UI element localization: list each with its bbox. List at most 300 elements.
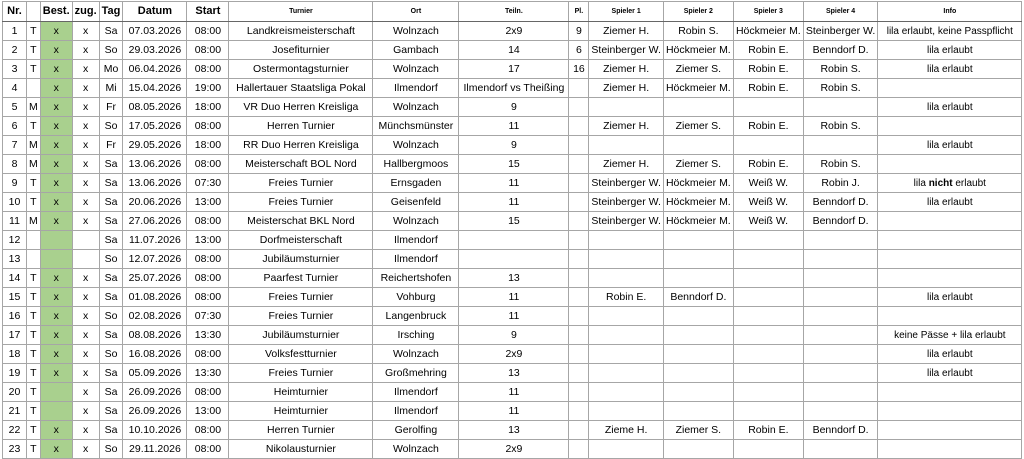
cell-start[interactable]: 07:30 <box>187 174 229 193</box>
cell-teilnehmer[interactable]: 13 <box>459 421 569 440</box>
cell-nr[interactable]: 9 <box>3 174 27 193</box>
cell-ort[interactable]: Wolnzach <box>373 60 459 79</box>
cell-typ[interactable]: T <box>27 383 41 402</box>
cell-teilnehmer[interactable] <box>459 231 569 250</box>
col-header-info[interactable]: Info <box>878 2 1022 22</box>
cell-turnier[interactable]: Paarfest Turnier <box>229 269 373 288</box>
cell-turnier[interactable]: Meisterschaft BOL Nord <box>229 155 373 174</box>
cell-spieler1[interactable] <box>589 402 663 421</box>
cell-teilnehmer[interactable]: 11 <box>459 117 569 136</box>
cell-spieler1[interactable]: Steinberger W. <box>589 41 663 60</box>
cell-tag[interactable]: Sa <box>99 22 123 41</box>
cell-info[interactable] <box>878 98 1022 117</box>
cell-spieler3[interactable] <box>733 402 803 421</box>
cell-start[interactable]: 19:00 <box>187 79 229 98</box>
cell-tag[interactable]: Mo <box>99 60 123 79</box>
cell-typ[interactable]: T <box>27 60 41 79</box>
cell-spieler1[interactable] <box>589 440 663 459</box>
cell-info[interactable] <box>878 269 1022 288</box>
cell-spieler3[interactable]: Weiß W. <box>733 174 803 193</box>
cell-start[interactable]: 08:00 <box>187 421 229 440</box>
cell-teilnehmer[interactable]: 9 <box>459 326 569 345</box>
cell-turnier[interactable]: Freies Turnier <box>229 364 373 383</box>
cell-datum[interactable]: 25.07.2026 <box>123 269 187 288</box>
cell-info[interactable] <box>878 136 1022 155</box>
cell-best[interactable]: x <box>40 345 72 364</box>
col-header-typ[interactable] <box>27 2 41 22</box>
cell-spieler2[interactable]: Ziemer S. <box>663 155 733 174</box>
cell-zug[interactable]: x <box>72 174 99 193</box>
cell-typ[interactable]: M <box>27 98 41 117</box>
cell-tag[interactable]: Sa <box>99 326 123 345</box>
cell-best[interactable] <box>40 231 72 250</box>
cell-platz[interactable]: 6 <box>569 41 589 60</box>
cell-best[interactable]: x <box>40 60 72 79</box>
cell-zug[interactable]: x <box>72 402 99 421</box>
cell-typ[interactable]: M <box>27 212 41 231</box>
cell-best[interactable]: x <box>40 22 72 41</box>
cell-nr[interactable]: 11 <box>3 212 27 231</box>
cell-datum[interactable]: 05.09.2026 <box>123 364 187 383</box>
cell-spieler1[interactable] <box>589 269 663 288</box>
cell-spieler2[interactable]: Höckmeier M. <box>663 193 733 212</box>
cell-zug[interactable]: x <box>72 60 99 79</box>
cell-ort[interactable]: Wolnzach <box>373 212 459 231</box>
cell-spieler2[interactable] <box>663 250 733 269</box>
cell-best[interactable]: x <box>40 421 72 440</box>
cell-tag[interactable]: Sa <box>99 421 123 440</box>
cell-teilnehmer[interactable]: 11 <box>459 402 569 421</box>
cell-datum[interactable]: 13.06.2026 <box>123 174 187 193</box>
cell-spieler1[interactable]: Zieme H. <box>589 421 663 440</box>
cell-spieler2[interactable] <box>663 307 733 326</box>
cell-typ[interactable]: T <box>27 288 41 307</box>
cell-typ[interactable]: T <box>27 364 41 383</box>
cell-nr[interactable]: 4 <box>3 79 27 98</box>
cell-info[interactable] <box>878 364 1022 383</box>
cell-platz[interactable] <box>569 440 589 459</box>
cell-start[interactable]: 08:00 <box>187 155 229 174</box>
cell-nr[interactable]: 8 <box>3 155 27 174</box>
cell-teilnehmer[interactable]: 11 <box>459 288 569 307</box>
cell-teilnehmer[interactable]: 17 <box>459 60 569 79</box>
cell-spieler3[interactable]: Robin E. <box>733 41 803 60</box>
cell-spieler2[interactable]: Höckmeier M. <box>663 212 733 231</box>
cell-spieler1[interactable]: Ziemer H. <box>589 60 663 79</box>
cell-best[interactable]: x <box>40 307 72 326</box>
cell-best[interactable]: x <box>40 269 72 288</box>
cell-spieler1[interactable]: Ziemer H. <box>589 22 663 41</box>
cell-nr[interactable]: 6 <box>3 117 27 136</box>
cell-zug[interactable] <box>72 231 99 250</box>
cell-datum[interactable]: 06.04.2026 <box>123 60 187 79</box>
cell-tag[interactable]: Fr <box>99 136 123 155</box>
cell-spieler3[interactable] <box>733 136 803 155</box>
cell-tag[interactable]: Sa <box>99 364 123 383</box>
cell-start[interactable]: 08:00 <box>187 269 229 288</box>
cell-turnier[interactable]: Nikolausturnier <box>229 440 373 459</box>
cell-typ[interactable]: T <box>27 22 41 41</box>
cell-start[interactable]: 08:00 <box>187 440 229 459</box>
cell-spieler4[interactable]: Steinberger W. <box>803 22 877 41</box>
cell-start[interactable]: 13:00 <box>187 231 229 250</box>
cell-nr[interactable]: 7 <box>3 136 27 155</box>
cell-start[interactable]: 08:00 <box>187 22 229 41</box>
cell-datum[interactable]: 15.04.2026 <box>123 79 187 98</box>
cell-tag[interactable]: Sa <box>99 174 123 193</box>
cell-spieler2[interactable]: Höckmeier M. <box>663 41 733 60</box>
cell-tag[interactable]: So <box>99 117 123 136</box>
cell-typ[interactable]: T <box>27 440 41 459</box>
cell-nr[interactable]: 18 <box>3 345 27 364</box>
cell-ort[interactable]: Ilmendorf <box>373 402 459 421</box>
cell-tag[interactable]: Sa <box>99 383 123 402</box>
cell-datum[interactable]: 08.08.2026 <box>123 326 187 345</box>
cell-ort[interactable]: Gerolfing <box>373 421 459 440</box>
cell-teilnehmer[interactable]: 13 <box>459 364 569 383</box>
cell-info[interactable] <box>878 231 1022 250</box>
cell-start[interactable]: 13:30 <box>187 326 229 345</box>
cell-nr[interactable]: 2 <box>3 41 27 60</box>
cell-spieler4[interactable] <box>803 326 877 345</box>
cell-spieler3[interactable]: Robin E. <box>733 79 803 98</box>
cell-spieler2[interactable] <box>663 383 733 402</box>
cell-tag[interactable]: So <box>99 440 123 459</box>
cell-ort[interactable]: Großmehring <box>373 364 459 383</box>
cell-spieler4[interactable]: Robin S. <box>803 79 877 98</box>
cell-tag[interactable]: So <box>99 41 123 60</box>
cell-best[interactable]: x <box>40 174 72 193</box>
cell-best[interactable]: x <box>40 41 72 60</box>
cell-spieler1[interactable]: Steinberger W. <box>589 174 663 193</box>
cell-platz[interactable]: 16 <box>569 60 589 79</box>
cell-platz[interactable] <box>569 117 589 136</box>
col-header-tag[interactable]: Tag <box>99 2 123 22</box>
cell-spieler3[interactable] <box>733 383 803 402</box>
cell-tag[interactable]: Sa <box>99 269 123 288</box>
cell-spieler4[interactable]: Robin S. <box>803 117 877 136</box>
cell-zug[interactable]: x <box>72 345 99 364</box>
cell-best[interactable]: x <box>40 212 72 231</box>
cell-spieler2[interactable]: Robin S. <box>663 22 733 41</box>
col-header-teiln[interactable]: Teiln. <box>459 2 569 22</box>
cell-best[interactable]: x <box>40 440 72 459</box>
cell-spieler1[interactable]: Ziemer H. <box>589 79 663 98</box>
cell-spieler1[interactable] <box>589 98 663 117</box>
cell-spieler1[interactable] <box>589 364 663 383</box>
cell-zug[interactable]: x <box>72 326 99 345</box>
cell-typ[interactable]: T <box>27 345 41 364</box>
cell-teilnehmer[interactable]: 15 <box>459 155 569 174</box>
cell-typ[interactable] <box>27 79 41 98</box>
cell-best[interactable] <box>40 250 72 269</box>
cell-teilnehmer[interactable]: 15 <box>459 212 569 231</box>
cell-typ[interactable]: T <box>27 41 41 60</box>
cell-spieler4[interactable] <box>803 98 877 117</box>
cell-platz[interactable] <box>569 174 589 193</box>
cell-zug[interactable]: x <box>72 307 99 326</box>
cell-spieler1[interactable]: Ziemer H. <box>589 117 663 136</box>
cell-spieler1[interactable] <box>589 383 663 402</box>
cell-spieler3[interactable]: Weiß W. <box>733 193 803 212</box>
cell-zug[interactable]: x <box>72 212 99 231</box>
cell-nr[interactable]: 20 <box>3 383 27 402</box>
cell-spieler2[interactable]: Ziemer S. <box>663 421 733 440</box>
cell-nr[interactable]: 15 <box>3 288 27 307</box>
cell-platz[interactable] <box>569 383 589 402</box>
col-header-zug[interactable]: zug. <box>72 2 99 22</box>
cell-best[interactable]: x <box>40 136 72 155</box>
cell-start[interactable]: 07:30 <box>187 307 229 326</box>
cell-spieler3[interactable] <box>733 307 803 326</box>
cell-ort[interactable]: Wolnzach <box>373 440 459 459</box>
cell-teilnehmer[interactable]: 2x9 <box>459 345 569 364</box>
cell-datum[interactable]: 17.05.2026 <box>123 117 187 136</box>
cell-zug[interactable]: x <box>72 22 99 41</box>
cell-spieler4[interactable] <box>803 231 877 250</box>
cell-spieler4[interactable]: Benndorf D. <box>803 421 877 440</box>
cell-datum[interactable]: 26.09.2026 <box>123 383 187 402</box>
cell-teilnehmer[interactable]: 9 <box>459 98 569 117</box>
cell-platz[interactable] <box>569 307 589 326</box>
cell-platz[interactable] <box>569 345 589 364</box>
cell-platz[interactable] <box>569 421 589 440</box>
cell-spieler1[interactable]: Steinberger W. <box>589 212 663 231</box>
cell-teilnehmer[interactable]: 11 <box>459 174 569 193</box>
cell-platz[interactable] <box>569 98 589 117</box>
cell-nr[interactable]: 5 <box>3 98 27 117</box>
cell-best[interactable]: x <box>40 193 72 212</box>
cell-best[interactable]: x <box>40 79 72 98</box>
cell-platz[interactable] <box>569 155 589 174</box>
cell-typ[interactable]: T <box>27 402 41 421</box>
col-header-start[interactable]: Start <box>187 2 229 22</box>
cell-spieler3[interactable]: Robin E. <box>733 155 803 174</box>
cell-start[interactable]: 08:00 <box>187 250 229 269</box>
cell-spieler3[interactable] <box>733 326 803 345</box>
cell-info[interactable] <box>878 117 1022 136</box>
cell-tag[interactable]: Sa <box>99 231 123 250</box>
col-header-best[interactable]: Best. <box>40 2 72 22</box>
cell-info[interactable] <box>878 402 1022 421</box>
cell-spieler3[interactable] <box>733 231 803 250</box>
cell-nr[interactable]: 16 <box>3 307 27 326</box>
cell-spieler1[interactable]: Ziemer H. <box>589 155 663 174</box>
cell-zug[interactable]: x <box>72 421 99 440</box>
cell-turnier[interactable]: RR Duo Herren Kreisliga <box>229 136 373 155</box>
col-header-turnier[interactable]: Turnier <box>229 2 373 22</box>
cell-turnier[interactable]: Dorfmeisterschaft <box>229 231 373 250</box>
cell-start[interactable]: 08:00 <box>187 212 229 231</box>
cell-spieler1[interactable] <box>589 136 663 155</box>
cell-zug[interactable]: x <box>72 288 99 307</box>
cell-nr[interactable]: 22 <box>3 421 27 440</box>
cell-info[interactable] <box>878 326 1022 345</box>
cell-ort[interactable]: Vohburg <box>373 288 459 307</box>
cell-datum[interactable]: 26.09.2026 <box>123 402 187 421</box>
cell-turnier[interactable]: Landkreismeisterschaft <box>229 22 373 41</box>
cell-ort[interactable]: Ilmendorf <box>373 250 459 269</box>
col-header-pl[interactable]: Pl. <box>569 2 589 22</box>
cell-turnier[interactable]: Hallertauer Staatsliga Pokal <box>229 79 373 98</box>
cell-turnier[interactable]: Jubiläumsturnier <box>229 250 373 269</box>
cell-spieler1[interactable]: Steinberger W. <box>589 193 663 212</box>
cell-tag[interactable]: Sa <box>99 193 123 212</box>
cell-typ[interactable]: T <box>27 421 41 440</box>
cell-teilnehmer[interactable]: 14 <box>459 41 569 60</box>
cell-nr[interactable]: 12 <box>3 231 27 250</box>
cell-spieler2[interactable]: Höckmeier M. <box>663 174 733 193</box>
cell-teilnehmer[interactable]: 2x9 <box>459 440 569 459</box>
cell-start[interactable]: 08:00 <box>187 288 229 307</box>
cell-datum[interactable]: 16.08.2026 <box>123 345 187 364</box>
cell-spieler3[interactable]: Robin E. <box>733 60 803 79</box>
cell-info[interactable] <box>878 288 1022 307</box>
cell-best[interactable]: x <box>40 288 72 307</box>
cell-typ[interactable] <box>27 231 41 250</box>
col-header-spieler1[interactable]: Spieler 1 <box>589 2 663 22</box>
cell-spieler2[interactable] <box>663 364 733 383</box>
cell-spieler3[interactable] <box>733 288 803 307</box>
cell-teilnehmer[interactable] <box>459 250 569 269</box>
cell-spieler2[interactable] <box>663 98 733 117</box>
cell-zug[interactable]: x <box>72 136 99 155</box>
cell-turnier[interactable]: Volksfestturnier <box>229 345 373 364</box>
cell-turnier[interactable]: Freies Turnier <box>229 307 373 326</box>
cell-spieler2[interactable] <box>663 345 733 364</box>
cell-nr[interactable]: 10 <box>3 193 27 212</box>
cell-typ[interactable]: T <box>27 174 41 193</box>
cell-tag[interactable]: Sa <box>99 212 123 231</box>
cell-datum[interactable]: 12.07.2026 <box>123 250 187 269</box>
cell-spieler4[interactable] <box>803 440 877 459</box>
cell-zug[interactable]: x <box>72 117 99 136</box>
cell-ort[interactable]: Hallbergmoos <box>373 155 459 174</box>
cell-datum[interactable]: 27.06.2026 <box>123 212 187 231</box>
cell-teilnehmer[interactable]: 9 <box>459 136 569 155</box>
cell-info[interactable] <box>878 60 1022 79</box>
cell-turnier[interactable]: Herren Turnier <box>229 117 373 136</box>
cell-start[interactable]: 13:00 <box>187 402 229 421</box>
cell-typ[interactable]: T <box>27 307 41 326</box>
cell-datum[interactable]: 07.03.2026 <box>123 22 187 41</box>
cell-platz[interactable] <box>569 326 589 345</box>
cell-platz[interactable] <box>569 269 589 288</box>
col-header-datum[interactable]: Datum <box>123 2 187 22</box>
cell-platz[interactable] <box>569 364 589 383</box>
cell-info[interactable] <box>878 22 1022 41</box>
cell-spieler3[interactable]: Weiß W. <box>733 212 803 231</box>
cell-info[interactable] <box>878 345 1022 364</box>
cell-spieler4[interactable]: Robin J. <box>803 174 877 193</box>
cell-ort[interactable]: Ernsgaden <box>373 174 459 193</box>
cell-ort[interactable]: Reichertshofen <box>373 269 459 288</box>
cell-platz[interactable] <box>569 212 589 231</box>
cell-spieler4[interactable]: Benndorf D. <box>803 212 877 231</box>
cell-info[interactable] <box>878 421 1022 440</box>
cell-platz[interactable] <box>569 193 589 212</box>
cell-spieler1[interactable] <box>589 250 663 269</box>
cell-teilnehmer[interactable]: Ilmendorf vs Theißing <box>459 79 569 98</box>
cell-spieler4[interactable] <box>803 364 877 383</box>
cell-nr[interactable]: 23 <box>3 440 27 459</box>
cell-typ[interactable] <box>27 250 41 269</box>
col-header-spieler4[interactable]: Spieler 4 <box>803 2 877 22</box>
cell-best[interactable]: x <box>40 364 72 383</box>
cell-zug[interactable]: x <box>72 269 99 288</box>
cell-spieler3[interactable] <box>733 250 803 269</box>
cell-datum[interactable]: 10.10.2026 <box>123 421 187 440</box>
cell-spieler1[interactable] <box>589 326 663 345</box>
cell-turnier[interactable]: VR Duo Herren Kreisliga <box>229 98 373 117</box>
cell-platz[interactable]: 9 <box>569 22 589 41</box>
cell-datum[interactable]: 13.06.2026 <box>123 155 187 174</box>
cell-ort[interactable]: Gambach <box>373 41 459 60</box>
cell-zug[interactable]: x <box>72 155 99 174</box>
cell-spieler3[interactable] <box>733 440 803 459</box>
cell-spieler4[interactable]: Robin S. <box>803 60 877 79</box>
cell-ort[interactable]: Wolnzach <box>373 136 459 155</box>
cell-tag[interactable]: Sa <box>99 402 123 421</box>
cell-turnier[interactable]: Heimturnier <box>229 383 373 402</box>
cell-info[interactable] <box>878 155 1022 174</box>
cell-turnier[interactable]: Freies Turnier <box>229 288 373 307</box>
cell-spieler4[interactable] <box>803 288 877 307</box>
cell-tag[interactable]: So <box>99 345 123 364</box>
cell-start[interactable]: 08:00 <box>187 117 229 136</box>
cell-ort[interactable]: Langenbruck <box>373 307 459 326</box>
cell-spieler3[interactable] <box>733 364 803 383</box>
cell-tag[interactable]: Sa <box>99 155 123 174</box>
cell-platz[interactable] <box>569 250 589 269</box>
cell-spieler2[interactable] <box>663 402 733 421</box>
cell-best[interactable] <box>40 383 72 402</box>
cell-datum[interactable]: 11.07.2026 <box>123 231 187 250</box>
cell-spieler4[interactable]: Benndorf D. <box>803 193 877 212</box>
cell-turnier[interactable]: Jubiläumsturnier <box>229 326 373 345</box>
cell-start[interactable]: 18:00 <box>187 98 229 117</box>
cell-platz[interactable] <box>569 79 589 98</box>
cell-spieler4[interactable] <box>803 269 877 288</box>
cell-spieler2[interactable] <box>663 231 733 250</box>
cell-nr[interactable]: 21 <box>3 402 27 421</box>
cell-nr[interactable]: 3 <box>3 60 27 79</box>
cell-tag[interactable]: Sa <box>99 288 123 307</box>
cell-zug[interactable]: x <box>72 364 99 383</box>
cell-turnier[interactable]: Ostermontagsturnier <box>229 60 373 79</box>
cell-zug[interactable]: x <box>72 41 99 60</box>
cell-info[interactable] <box>878 79 1022 98</box>
cell-ort[interactable]: Ilmendorf <box>373 231 459 250</box>
cell-ort[interactable]: Wolnzach <box>373 98 459 117</box>
cell-zug[interactable]: x <box>72 98 99 117</box>
cell-zug[interactable] <box>72 250 99 269</box>
cell-spieler1[interactable]: Robin E. <box>589 288 663 307</box>
cell-spieler3[interactable] <box>733 345 803 364</box>
cell-spieler1[interactable] <box>589 231 663 250</box>
cell-typ[interactable]: M <box>27 155 41 174</box>
cell-best[interactable]: x <box>40 98 72 117</box>
cell-ort[interactable]: Irsching <box>373 326 459 345</box>
cell-spieler4[interactable] <box>803 250 877 269</box>
cell-tag[interactable]: Fr <box>99 98 123 117</box>
cell-typ[interactable]: T <box>27 326 41 345</box>
cell-tag[interactable]: Mi <box>99 79 123 98</box>
cell-nr[interactable]: 17 <box>3 326 27 345</box>
cell-nr[interactable]: 14 <box>3 269 27 288</box>
cell-ort[interactable]: Wolnzach <box>373 22 459 41</box>
cell-datum[interactable]: 29.05.2026 <box>123 136 187 155</box>
